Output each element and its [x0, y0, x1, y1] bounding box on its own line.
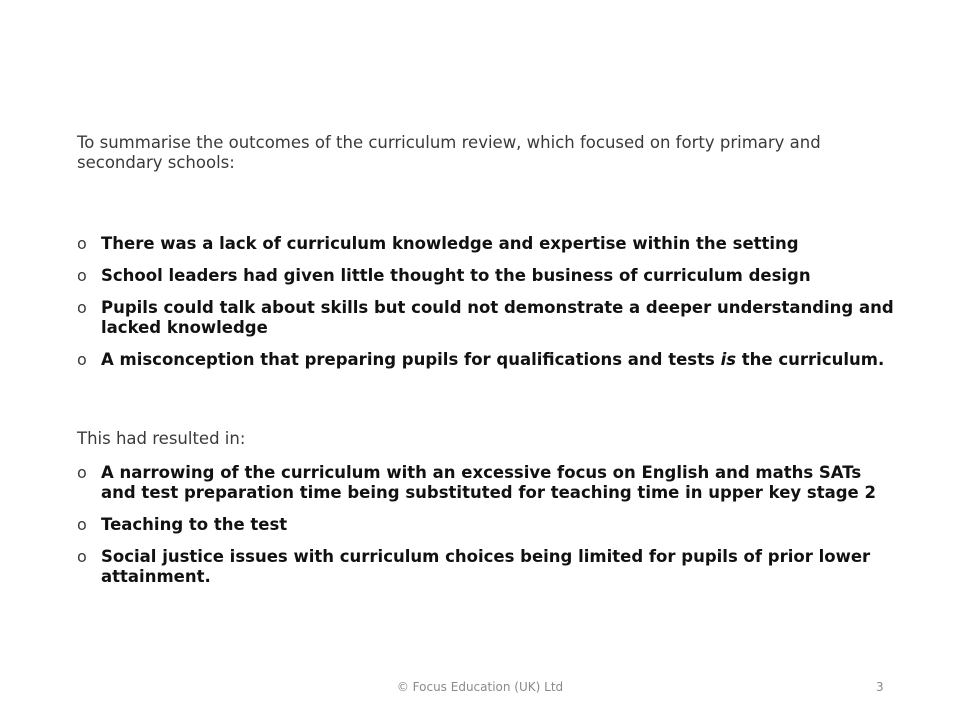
list-item	[77, 298, 897, 338]
bullet-marker: o	[77, 234, 87, 253]
bullet-marker: o	[77, 463, 87, 482]
bullet-marker: o	[77, 515, 87, 534]
list-item-text-part: the curriculum.	[736, 350, 885, 369]
list-item-text: Social justice issues with curriculum choices being limited for pupils of prior lower attainment.	[101, 547, 871, 586]
list-item	[77, 350, 897, 370]
list-item	[77, 234, 897, 254]
emphasis-word: is	[720, 350, 737, 369]
results-heading: This had resulted in:	[77, 429, 246, 448]
bullet-marker: o	[77, 266, 87, 285]
bullet-marker: o	[77, 298, 87, 317]
list-item	[77, 266, 897, 286]
list-item	[77, 515, 897, 535]
bullet-marker: o	[77, 350, 87, 369]
copyright-notice: © Focus Education (UK) Ltd	[396, 680, 564, 694]
list-item-text	[101, 350, 884, 369]
list-item-text-part: A misconception that preparing pupils for qualifications and tests	[101, 350, 721, 369]
list-item-text: School leaders had given little thought to the business of curriculum design	[101, 266, 811, 285]
list-item-text: A narrowing of the curriculum with an excessive focus on English and maths SATs and test preparation time being substituted for teaching time in upper key stage 2	[101, 463, 876, 502]
list-item	[77, 547, 897, 587]
intro-paragraph: To summarise the outcomes of the curriculum review, which focused on forty primary and secondary schools:	[77, 133, 821, 172]
list-item-text: Pupils could talk about skills but could not demonstrate a deeper understanding and lacked knowledge	[101, 298, 894, 337]
list-item-text: Teaching to the test	[101, 515, 288, 534]
findings-list	[77, 234, 897, 382]
page-number: 3	[876, 680, 884, 694]
list-item	[77, 463, 897, 503]
list-item-text: There was a lack of curriculum knowledge and expertise within the setting	[101, 234, 799, 253]
bullet-marker: o	[77, 547, 87, 566]
results-list	[77, 463, 897, 599]
